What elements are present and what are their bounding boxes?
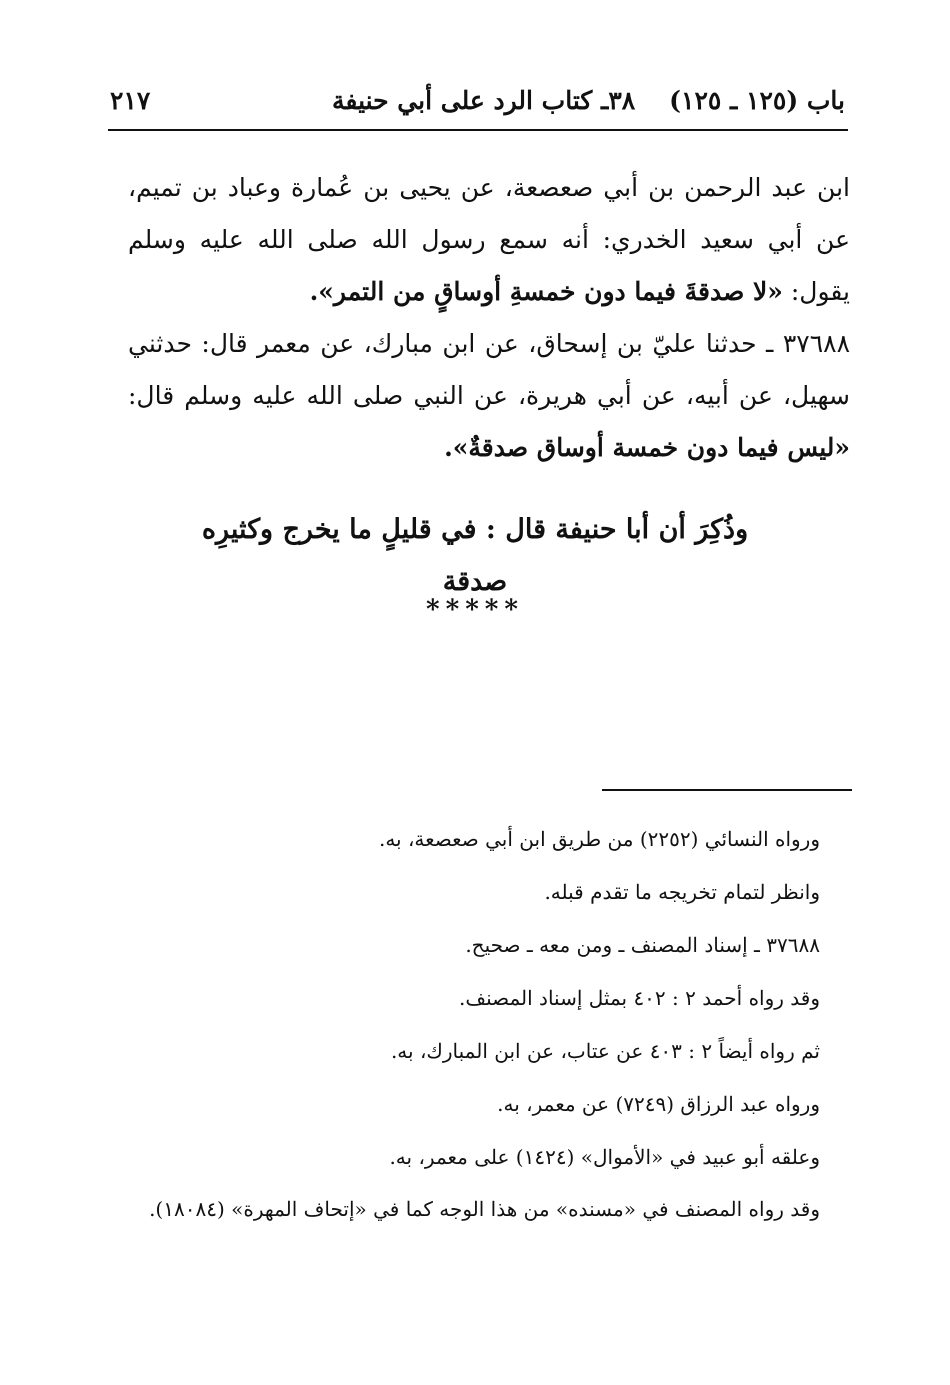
footnote-line: وانظر لتمام تخريجه ما تقدم قبله. xyxy=(544,880,820,904)
paragraph-2-text: ٣٧٦٨٨ ـ حدثنا عليّ بن إسحاق، عن ابن مبارك، عن معمر قال: حدثني سهيل، عن أبيه، عن أبي هريرة، عن النبي صلى الله عليه وسلم قال: xyxy=(128,329,850,410)
chapter-range: باب (١٢٥ ـ ١٢٥) xyxy=(669,85,845,115)
footnote-rule xyxy=(602,789,852,791)
paragraph-2 xyxy=(128,318,850,474)
footnote-line: وقد رواه أحمد ٢ : ٤٠٢ بمثل إسناد المصنف. xyxy=(459,986,820,1010)
footnote-line: وقد رواه المصنف في «مسنده» من هذا الوجه كما في «إتحاف المهرة» (١٨٠٨٤). xyxy=(149,1197,820,1221)
paragraph-1-text: ابن عبد الرحمن بن أبي صعصعة، عن يحيى بن عُمارة وعباد بن تميم، عن أبي سعيد الخدري: أنه سمع رسول الله صلى الله عليه وسلم يقول: xyxy=(128,173,850,306)
footnote-line: ورواه عبد الرزاق (٧٢٤٩) عن معمر، به. xyxy=(497,1092,820,1116)
running-head xyxy=(332,86,845,115)
running-header xyxy=(110,78,845,122)
book-title: ٣٨ـ كتاب الرد على أبي حنيفة xyxy=(332,85,636,115)
footnote-line: ورواه النسائي (٢٢٥٢) من طريق ابن أبي صعصعة، به. xyxy=(378,827,820,851)
footnote-line: وعلقه أبو عبيد في «الأموال» (١٤٢٤) على معمر، به. xyxy=(389,1145,820,1169)
header-rule xyxy=(108,129,848,131)
paragraph-1 xyxy=(128,162,850,318)
paragraph-2-quote: «ليس فيما دون خمسة أوساق صدقةٌ». xyxy=(444,433,850,462)
paragraph-1-quote: «لا صدقةَ فيما دون خمسةِ أوساقٍ من التمر». xyxy=(309,277,783,306)
footnote-line: ٣٧٦٨٨ ـ إسناد المصنف ـ ومن معه ـ صحيح. xyxy=(465,933,820,957)
footnotes xyxy=(128,813,820,1226)
section-heading: وذُكِرَ أن أبا حنيفة قال : في قليلٍ ما يخرج وكثيرِه صدقة xyxy=(201,514,749,597)
section-separator: ***** xyxy=(426,595,524,625)
footnote-line: ثم رواه أيضاً ٢ : ٤٠٣ عن عتاب، عن ابن المبارك، به. xyxy=(390,1039,820,1063)
page-number: ٢١٧ xyxy=(110,85,151,115)
